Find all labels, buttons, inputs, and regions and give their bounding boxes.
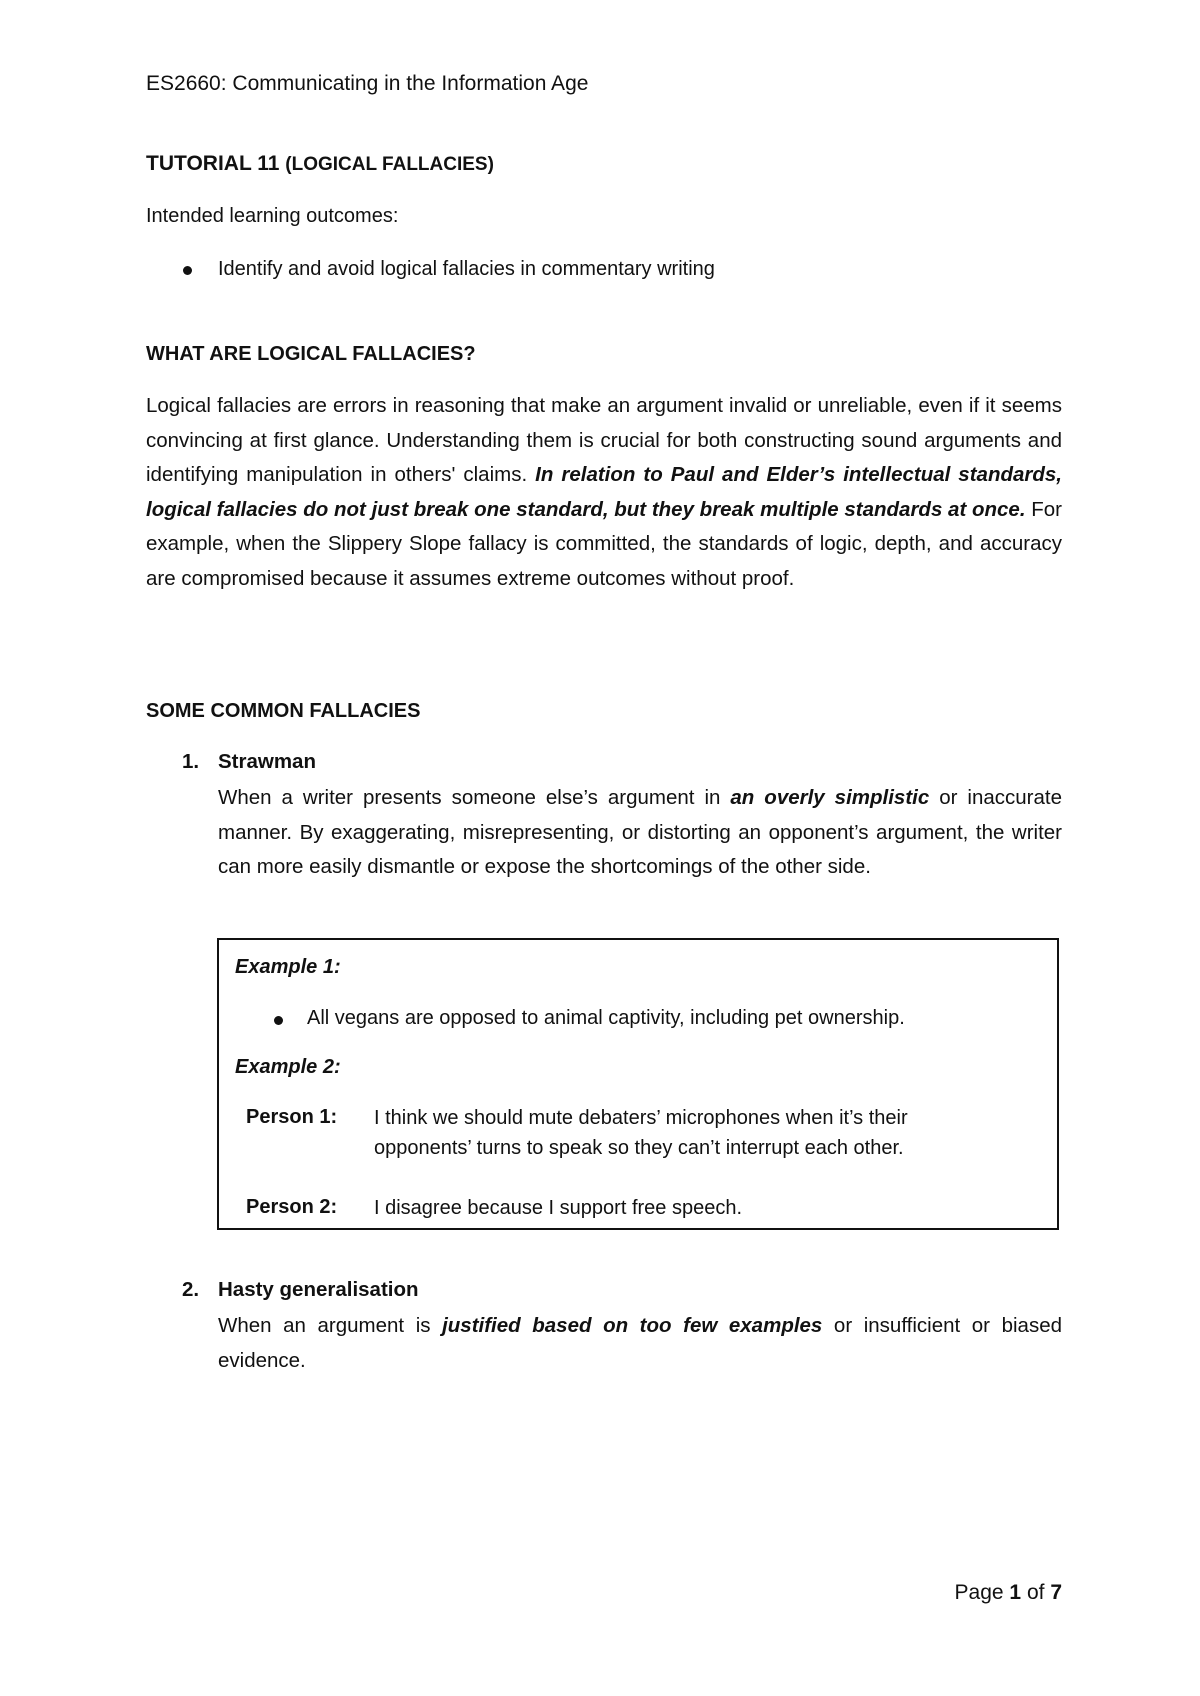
item-name: Strawman [218,750,316,773]
fallacy-item-description [218,781,1062,885]
fallacy-item-title [182,1278,419,1302]
example-1-text: All vegans are opposed to animal captivity, including pet ownership. [307,1007,905,1029]
what-are-heading: WHAT ARE LOGICAL FALLACIES? [146,343,476,365]
fallacy-item-title [182,750,316,774]
what-are-paragraph [146,389,1062,596]
desc-text: When an argument is [218,1314,443,1337]
speaker-label: Person 1: [246,1106,338,1128]
title-sub: (LOGICAL FALLACIES) [285,154,494,175]
total-pages: 7 [1050,1581,1062,1604]
example-2-label: Example 2: [235,1056,341,1078]
item-number: 1. [182,750,200,773]
page-number [955,1581,1062,1605]
course-header: ES2660: Communicating in the Information Age [146,72,589,95]
page-word: Page [954,1581,1004,1604]
what-are-emphasis: In relation to Paul and Elder’s intellectual standards, logical fallacies do not just break one standard, but they break multiple standards at once. [146,463,1062,521]
current-page: 1 [1009,1581,1022,1604]
bullet-icon [274,1016,283,1025]
example-box [217,938,1059,1230]
what-are-text-1: Logical fallacies are errors in reasoning that make an argument invalid or unreliable, even if it seems convincing at first glance. Understanding them is crucial for both constructing sound arguments and identifying manipulation in others' claims. [146,394,1062,486]
speaker-label: Person 2: [246,1196,338,1218]
bullet-icon [183,266,192,275]
fallacy-item-description [218,1309,1062,1378]
desc-emphasis: an overly simplistic [730,786,930,809]
desc-emphasis: justified based on too few examples [442,1314,823,1337]
learning-outcome-text: Identify and avoid logical fallacies in commentary writing [218,258,715,280]
what-are-text-2: For example, when the Slippery Slope fallacy is committed, the standards of logic, depth, and accuracy are compromised because it assumes extreme outcomes without proof. [146,497,1062,590]
example-1-label: Example 1: [235,956,341,978]
speech-text: I disagree because I support free speech. [374,1197,743,1219]
desc-text: or inaccurate manner. By exaggerating, misrepresenting, or distorting an opponent’s argument, the writer can more easily dismantle or expose the shortcomings of the other side. [218,786,1063,878]
tutorial-title [146,152,494,176]
desc-text: or insufficient or biased evidence. [218,1314,1062,1372]
common-fallacies-heading: SOME COMMON FALLACIES [146,700,421,722]
desc-text: When a writer presents someone else’s argument in [218,786,731,809]
learning-outcomes-label: Intended learning outcomes: [146,205,399,227]
title-main: TUTORIAL 11 [146,152,280,175]
item-number: 2. [182,1278,200,1301]
item-name: Hasty generalisation [218,1278,419,1301]
speech-text: I think we should mute debaters’ microphones when it’s their opponents’ turns to speak so they can’t interrupt each other. [374,1107,908,1159]
of-word: of [1026,1581,1045,1604]
